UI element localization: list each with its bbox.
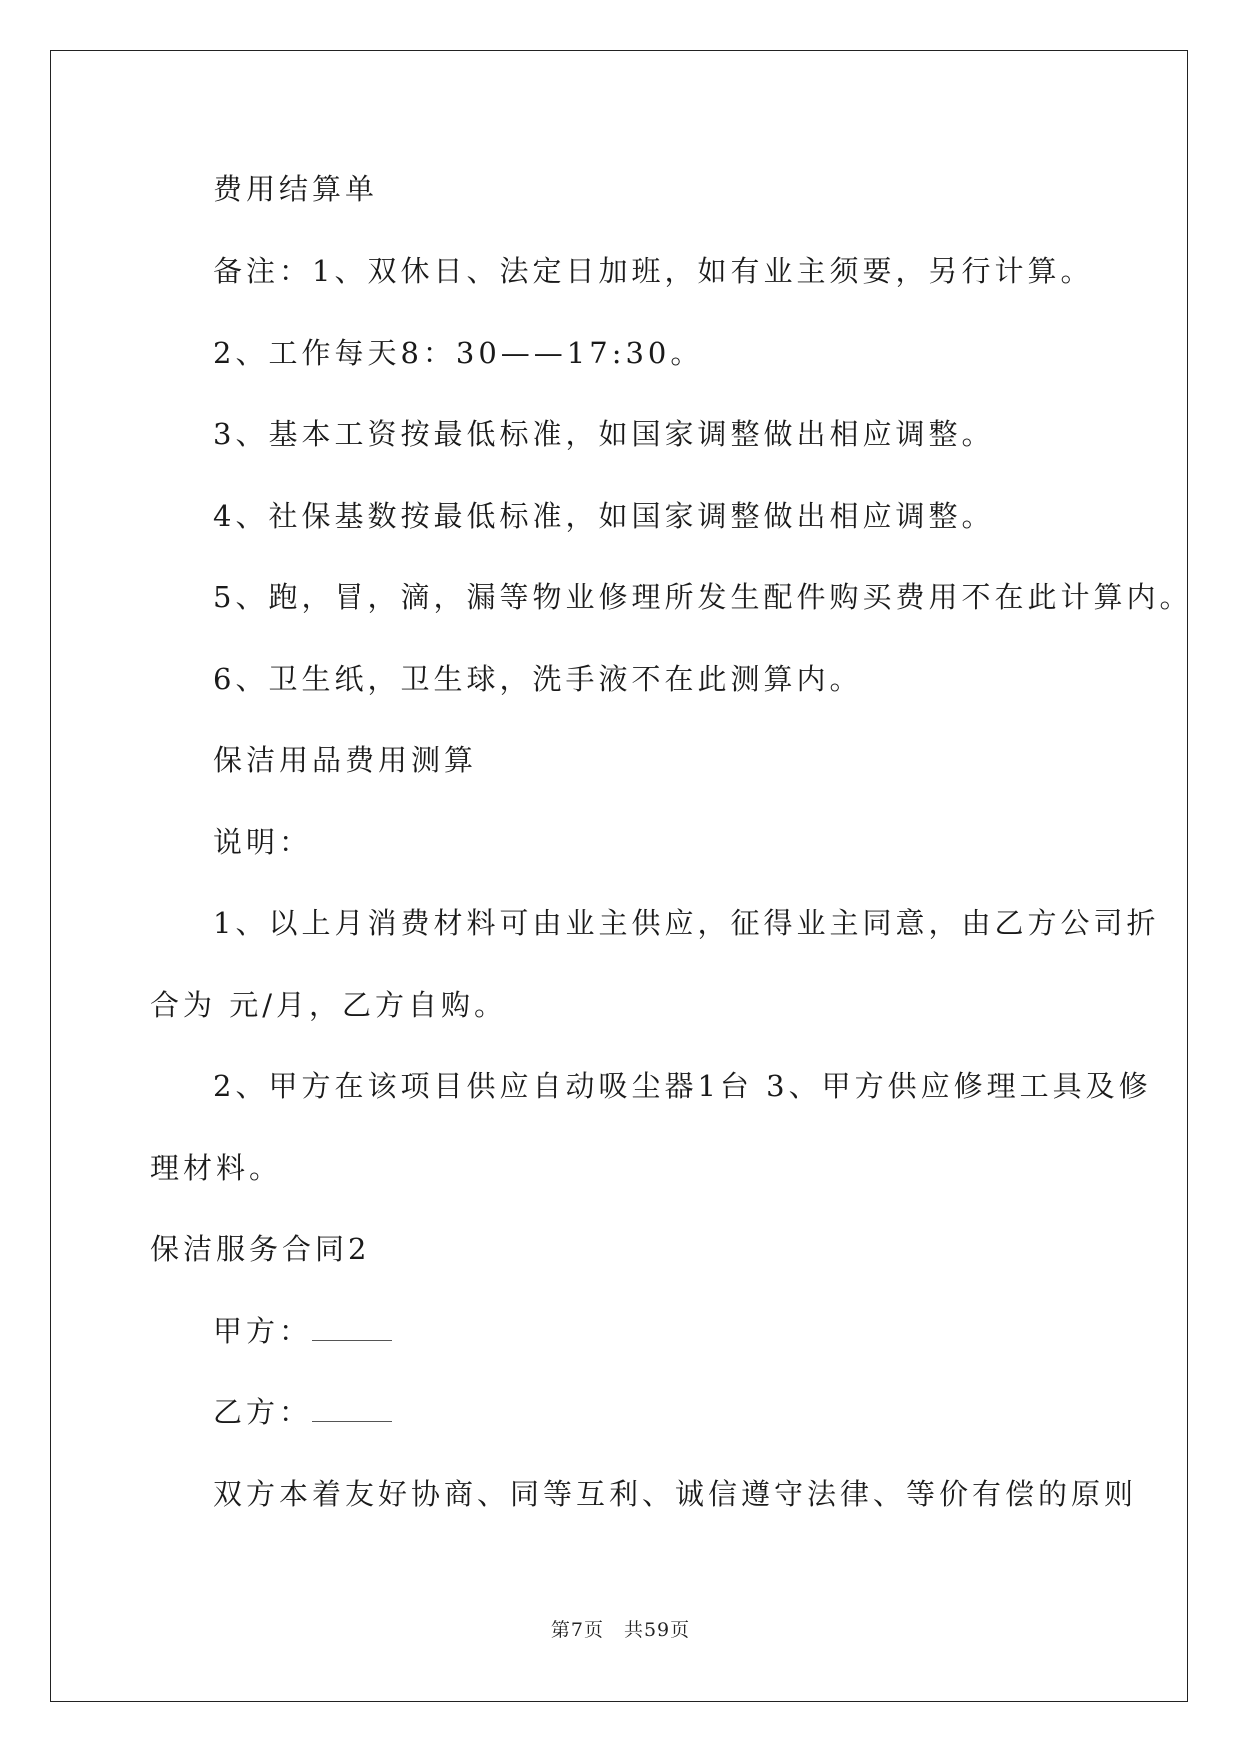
heading-fee-settlement: 费用结算单: [213, 172, 379, 206]
page-border: [50, 50, 1188, 1702]
party-a-label: 甲方：: [213, 1314, 313, 1348]
note-line-4: 4、社保基数按最低标准，如国家调整做出相应调整。: [213, 499, 995, 533]
note-line-5: 5、跑，冒，滴，漏等物业修理所发生配件购买费用不在此计算内。: [213, 580, 1193, 614]
party-b-blank: [312, 1399, 392, 1422]
heading-cleaning-supplies: 保洁用品费用测算: [213, 743, 478, 777]
page-footer: 第7页 共59页: [550, 1619, 691, 1641]
party-b-line: [213, 1395, 392, 1429]
explanation-line-1: 1、以上月消费材料可由业主供应，征得业主同意，由乙方公司折: [213, 906, 1160, 940]
note-line-6: 6、卫生纸，卫生球，洗手液不在此测算内。: [213, 662, 863, 696]
label-explanation: 说明：: [213, 825, 313, 859]
explanation-line-1-cont: 合为 元/月，乙方自购。: [150, 988, 507, 1022]
explanation-line-2-cont: 理材料。: [150, 1151, 283, 1185]
party-a-line: [213, 1314, 392, 1348]
party-b-label: 乙方：: [213, 1395, 313, 1429]
party-a-blank: [312, 1318, 392, 1341]
explanation-line-2: 2、甲方在该项目供应自动吸尘器1台 3、甲方供应修理工具及修: [213, 1069, 1152, 1103]
contract-title: 保洁服务合同2: [150, 1232, 371, 1266]
note-line-2: 2、工作每天8：30——17:30。: [213, 336, 704, 370]
contract-preamble: 双方本着友好协商、同等互利、诚信遵守法律、等价有偿的原则: [213, 1477, 1138, 1511]
note-line-3: 3、基本工资按最低标准，如国家调整做出相应调整。: [213, 417, 995, 451]
note-line-1: 备注：1、双休日、法定日加班，如有业主须要，另行计算。: [213, 254, 1094, 288]
